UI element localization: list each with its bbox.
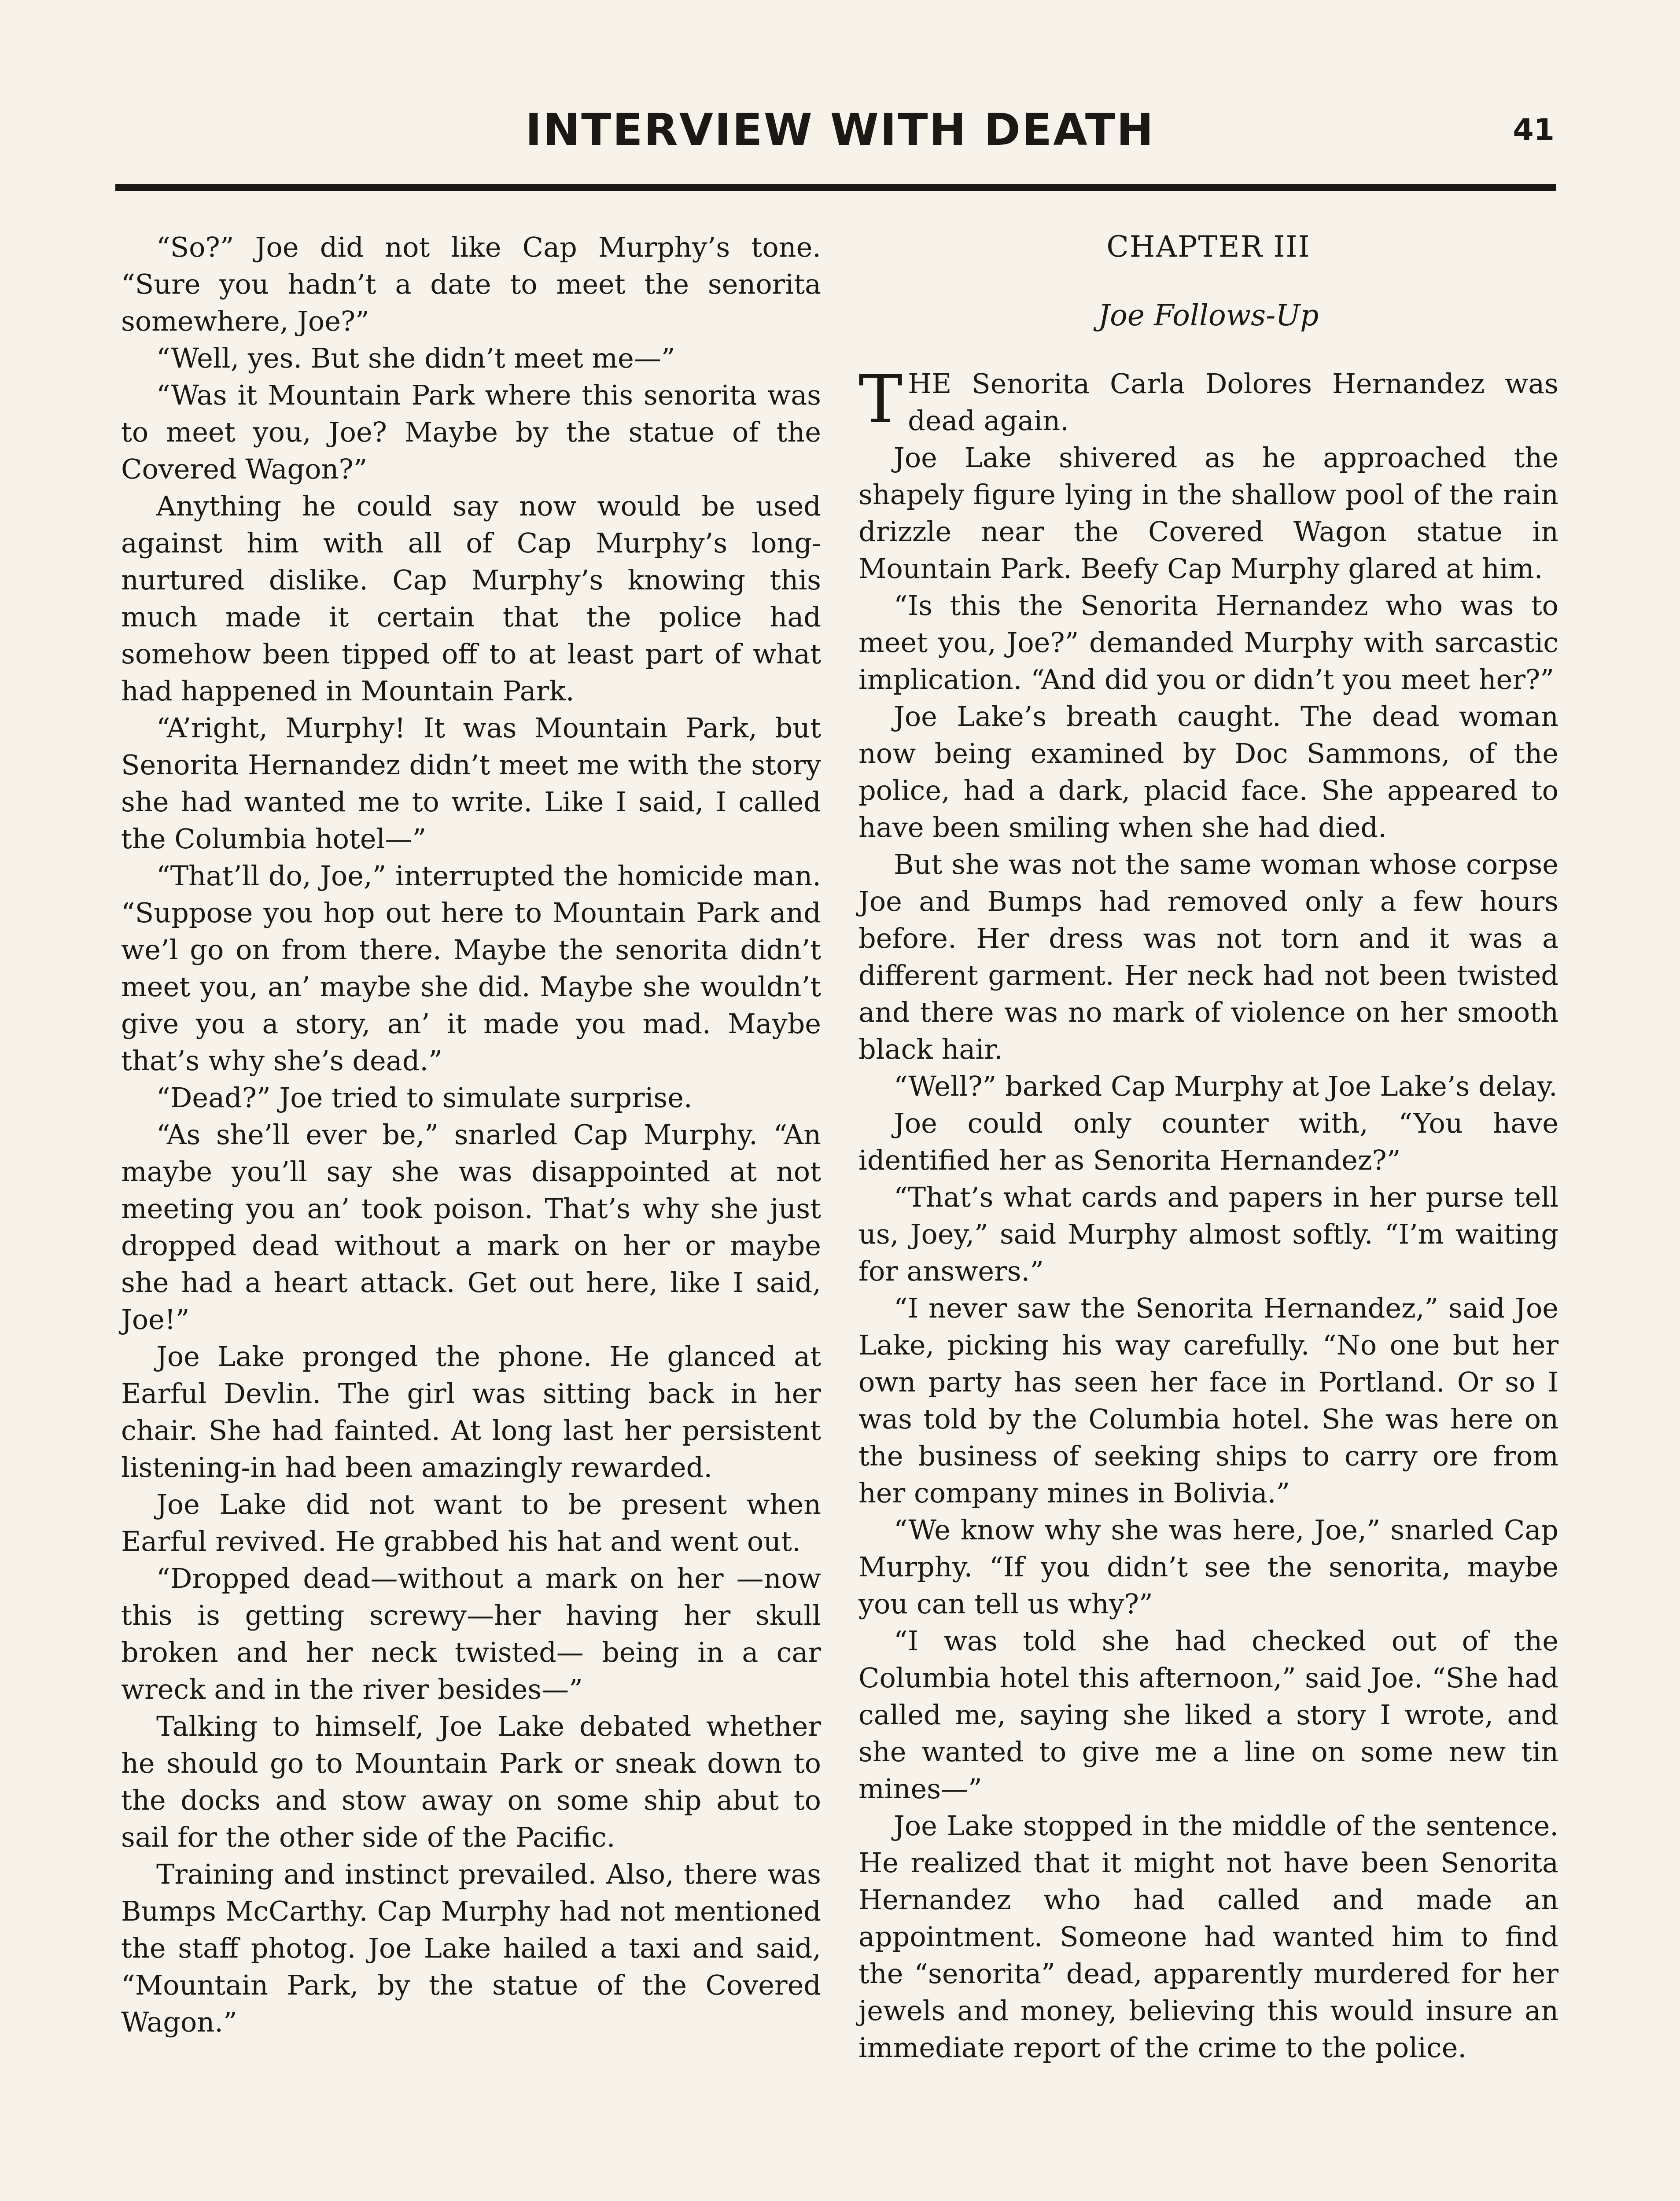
paragraph: “We know why she was here, Joe,” snarled Cap Murphy. “If you didn’t see the senorita, maybe you can tell us why?” xyxy=(858,1514,1558,1620)
paragraph: Joe Lake’s breath caught. The dead woman now being examined by Doc Sammons, of the police, had a dark, placid face. She appeared to have been smiling when she had died. xyxy=(858,700,1558,843)
right-column xyxy=(858,229,1558,2066)
paragraph: Joe Lake did not want to be present when Earful revived. He grabbed his hat and went out. xyxy=(121,1488,821,1557)
paragraph: Joe Lake shivered as he approached the shapely figure lying in the shallow pool of the rain drizzle near the Covered Wagon statue in Mountain Park. Beefy Cap Murphy glared at him. xyxy=(858,442,1558,585)
paragraph: Anything he could say now would be used against him with all of Cap Murphy’s long-nurtured dislike. Cap Murphy’s knowing this much made it certain that the police had somehow been tipped off to at least part of what had happened in Mountain Park. xyxy=(121,490,821,707)
paragraph: “Well?” barked Cap Murphy at Joe Lake’s delay. xyxy=(894,1070,1558,1102)
lead-paragraph xyxy=(858,361,1558,439)
lead-paragraph-text: HE Senorita Carla Dolores Hernandez was dead again. xyxy=(908,368,1558,437)
paragraph: “That’s what cards and papers in her purse tell us, Joey,” said Murphy almost softly. “I’m waiting for answers.” xyxy=(858,1181,1558,1287)
paragraph: Talking to himself, Joe Lake debated whether he should go to Mountain Park or sneak down to the docks and stow away on some ship abut to sail for the other side of the Pacific. xyxy=(121,1710,821,1853)
paragraph: “I never saw the Senorita Hernandez,” said Joe Lake, picking his way carefully. “No one but her own party has seen her face in Portland. Or so I was told by the Columbia hotel. She was here on the business of seeking ships to carry ore from her company mines in Bolivia.” xyxy=(858,1292,1558,1509)
header-rule xyxy=(115,184,1556,191)
paragraph: “As she’ll ever be,” snarled Cap Murphy. “An maybe you’ll say she was disappointed at not meeting you an’ took poison. That’s why she just dropped dead without a mark on her or maybe she had a heart attack. Get out here, like I said, Joe!” xyxy=(121,1119,821,1336)
chapter-heading: CHAPTER III xyxy=(1106,230,1311,264)
paragraph: But she was not the same woman whose corpse Joe and Bumps had removed only a few hours before. Her dress was not torn and it was a different garment. Her neck had not been twisted and there was no mark of violence on her smooth black hair. xyxy=(858,848,1558,1065)
paragraph: Joe Lake pronged the phone. He glanced at Earful Devlin. The girl was sitting back in her chair. She had fainted. At long last her persistent listening-in had been amazingly rewarded. xyxy=(121,1340,821,1483)
page-header-title: INTERVIEW WITH DEATH xyxy=(525,104,1155,155)
page-number: 41 xyxy=(1513,113,1555,147)
left-column xyxy=(121,229,821,2041)
paragraph: Joe could only counter with, “You have identified her as Senorita Hernandez?” xyxy=(858,1107,1558,1176)
paragraph: “Was it Mountain Park where this senorita was to meet you, Joe? Maybe by the statue of the Covered Wagon?” xyxy=(121,379,821,485)
chapter-subtitle: Joe Follows-Up xyxy=(1098,298,1319,332)
paragraph: “Is this the Senorita Hernandez who was to meet you, Joe?” demanded Murphy with sarcastic implication. “And did you or didn’t you meet her?” xyxy=(858,589,1558,696)
paragraph: “Well, yes. But she didn’t meet me—” xyxy=(156,342,675,374)
paragraph: “Dropped dead—without a mark on her —now this is getting screwy—her having her skull broken and her neck twisted— being in a car wreck and in the river besides—” xyxy=(121,1562,821,1705)
paragraph: “Dead?” Joe tried to simulate surprise. xyxy=(156,1082,693,1114)
paragraph: “That’ll do, Joe,” interrupted the homicide man. “Suppose you hop out here to Mountain Park and we’l go on from there. Maybe the senorita didn’t meet you, an’ maybe she did. Maybe she wouldn’t give you a story, an’ it made you mad. Maybe that’s why she’s dead.” xyxy=(121,860,821,1077)
paragraph: “I was told she had checked out of the Columbia hotel this afternoon,” said Joe. “She had called me, saying she liked a story I wrote, and she wanted to give me a line on some new tin mines—” xyxy=(858,1625,1558,1805)
paragraph: “A’right, Murphy! It was Mountain Park, but Senorita Hernandez didn’t meet me with the story she had wanted me to write. Like I said, I called the Columbia hotel—” xyxy=(121,712,821,855)
paragraph: “So?” Joe did not like Cap Murphy’s tone. “Sure you hadn’t a date to meet the senorita somewhere, Joe?” xyxy=(121,231,821,337)
drop-cap: T xyxy=(858,361,903,438)
paragraph: Training and instinct prevailed. Also, there was Bumps McCarthy. Cap Murphy had not mentioned the staff photog. Joe Lake hailed a taxi and said, “Mountain Park, by the statue of the Covered Wagon.” xyxy=(121,1858,821,2038)
paragraph: Joe Lake stopped in the middle of the sentence. He realized that it might not have been Senorita Hernandez who had called and made an appointment. Someone had wanted him to find the “senorita” dead, apparently murdered for her jewels and money, believing this would insure an immediate report of the crime to the police. xyxy=(858,1810,1558,2064)
